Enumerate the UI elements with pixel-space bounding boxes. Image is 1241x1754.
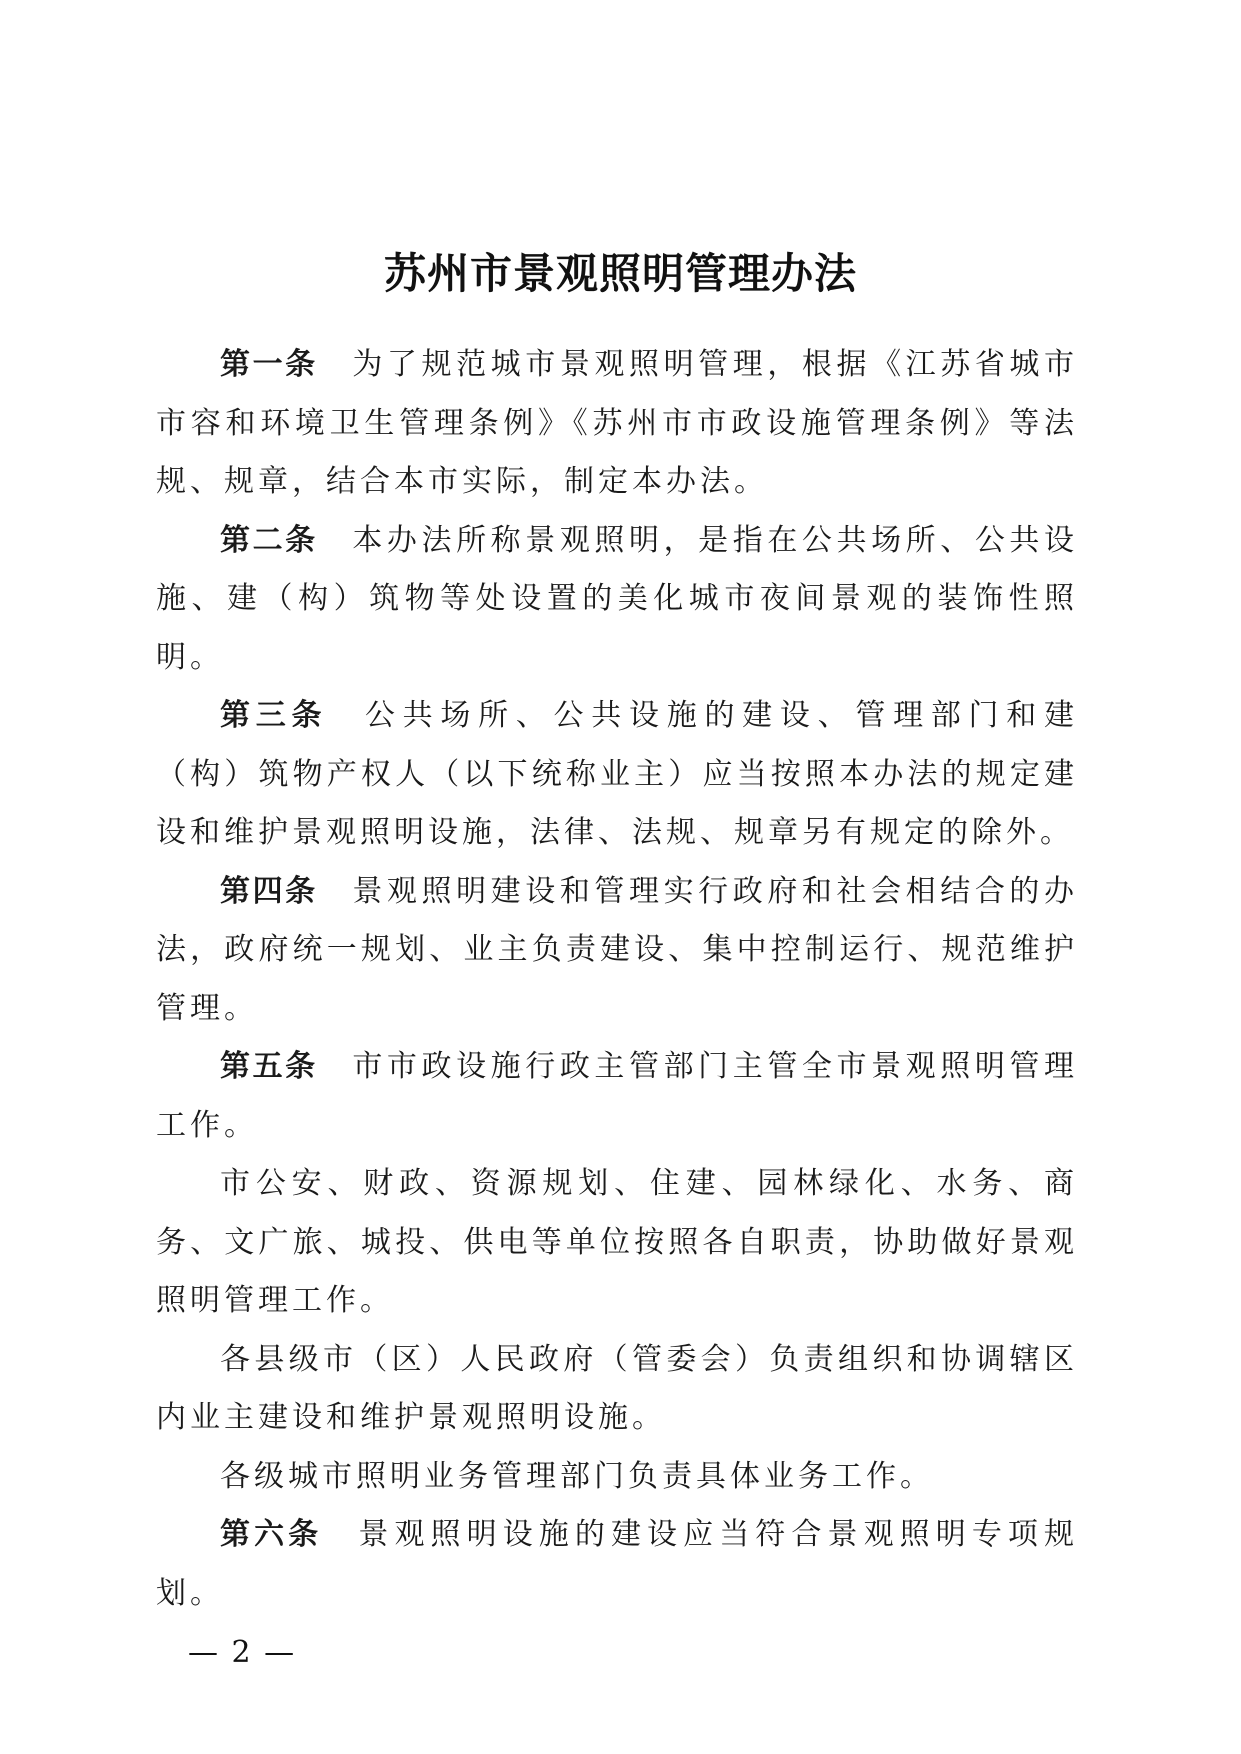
- article-6: [156, 1506, 1078, 1623]
- paragraph-text: 各县级市（区）人民政府（管委会）负责组织和协调辖区内业主建设和维护景观照明设施。: [156, 1341, 1078, 1435]
- article-number: 第一条: [220, 347, 318, 382]
- article-3: [156, 687, 1078, 863]
- article-text: 为了规范城市景观照明管理，根据《江苏省城市市容和环境卫生管理条例》《苏州市市政设施管理条例》等法规、规章，结合本市实际，制定本办法。: [156, 347, 1078, 499]
- article-4: [156, 863, 1078, 1039]
- article-text: 景观照明建设和管理实行政府和社会相结合的办法，政府统一规划、业主负责建设、集中控制运行、规范维护管理。: [156, 873, 1078, 1026]
- article-2: [156, 512, 1078, 688]
- article-text: 市市政设施行政主管部门主管全市景观照明管理工作。: [156, 1049, 1078, 1143]
- article-number: 第五条: [220, 1049, 318, 1084]
- article-text: 公共场所、公共设施的建设、管理部门和建（构）筑物产权人（以下统称业主）应当按照本办法的规定建设和维护景观照明设施，法律、法规、规章另有规定的除外。: [156, 698, 1079, 850]
- article-5-clause-2: [156, 1155, 1078, 1331]
- page-number: — 2 —: [188, 1635, 297, 1670]
- document-title: 苏州市景观照明管理办法: [383, 249, 857, 299]
- article-5-clause-4: [156, 1448, 1078, 1507]
- article-number: 第四条: [220, 873, 318, 909]
- article-5-clause-3: [156, 1331, 1078, 1448]
- article-text: 本办法所称景观照明，是指在公共场所、公共设施、建（构）筑物等处设置的美化城市夜间景观的装饰性照明。: [156, 522, 1078, 675]
- paragraph-text: 各级城市照明业务管理部门负责具体业务工作。: [220, 1458, 934, 1494]
- paragraph-text: 市公安、财政、资源规划、住建、园林绿化、水务、商务、文广旅、城投、供电等单位按照各自职责，协助做好景观照明管理工作。: [156, 1166, 1078, 1318]
- document-body: [156, 336, 1078, 1623]
- article-text: 景观照明设施的建设应当符合景观照明专项规划。: [156, 1517, 1079, 1611]
- article-1: [156, 336, 1078, 512]
- article-5: [156, 1038, 1078, 1155]
- article-number: 第二条: [220, 522, 318, 558]
- article-number: 第三条: [220, 698, 328, 733]
- article-number: 第六条: [220, 1517, 323, 1552]
